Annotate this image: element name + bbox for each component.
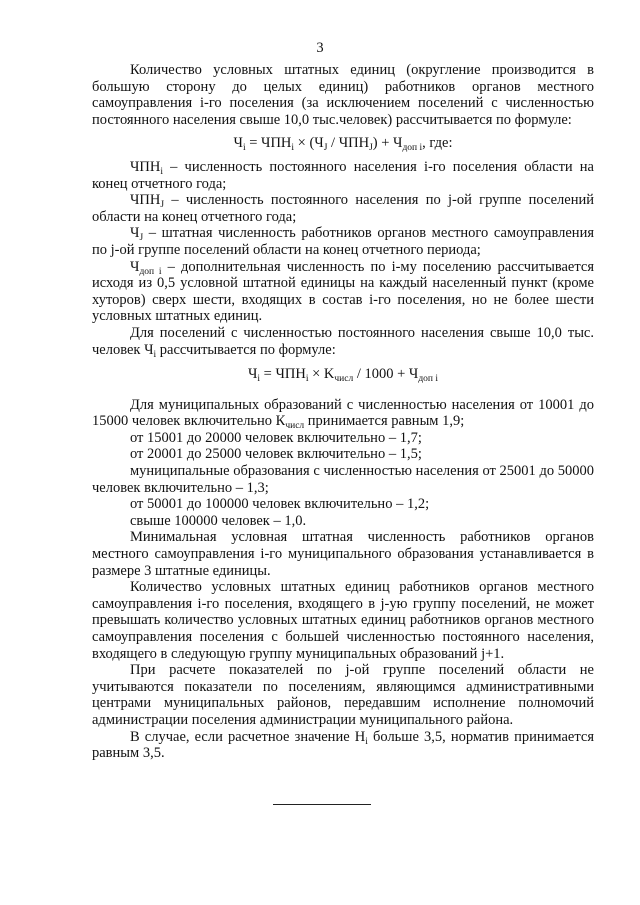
coefficient-1-text-b: принимается равным 1,9;	[304, 413, 465, 430]
large-settlements-text-a: Для поселений с численностью постоянного населения свыше 10,0 тыс. человек Ч	[92, 324, 594, 358]
document-body	[92, 62, 594, 762]
formula-1-t4-sub: доп i	[402, 143, 423, 154]
formula-2-lhs-sub: i	[257, 374, 261, 385]
formula-1-t3-sub: J	[369, 143, 373, 154]
definition-ch-j	[92, 225, 594, 258]
formula-1-mid: × (Ч	[294, 135, 324, 152]
definition-3-sub: J	[139, 233, 144, 244]
definition-4-term: Ч	[130, 258, 140, 275]
definition-1-term: ЧПН	[130, 158, 161, 175]
formula-1-lhs: Ч	[233, 135, 243, 152]
rule-4-sub: i	[365, 736, 368, 747]
formula-2-t2-sub: числ	[334, 374, 354, 385]
definition-chpn-j	[92, 192, 594, 225]
formula-small-settlements	[92, 135, 594, 152]
coefficient-25001-50000: муниципальные образования с численностью населения от 25001 до 50000 человек включительно – 1,3;	[92, 463, 594, 496]
coefficient-20001-25000: от 20001 до 25000 человек включительно – 1,5;	[130, 446, 422, 463]
formula-1-t1-sub: i	[291, 143, 295, 154]
page-number: 3	[316, 40, 324, 56]
definition-4-text: – дополнительная численность по i-му поселению рассчитывается исходя из 0,5 условной штатной единицы на каждый населенный пункт (кроме хуторов) сверх шести, входящих в состав i-го поселения, но не более шести условных штатных единиц.	[92, 258, 594, 325]
rule-4-text-a: В случае, если расчетное значение Н	[130, 728, 366, 745]
formula-large-settlements	[92, 366, 594, 383]
definition-3-term: Ч	[130, 225, 140, 242]
definition-1-sub: i	[160, 166, 164, 177]
formula-2-t3-sub: доп i	[418, 374, 439, 385]
coefficient-50001-100000: от 50001 до 100000 человек включительно – 1,2;	[130, 496, 430, 513]
definition-2-sub: J	[160, 200, 165, 211]
rule-group-limit: Количество условных штатных единиц работников органов местного самоуправления i-го поселения, входящего в j-ую группу поселений, не может превышать количество условных штатных единиц работников органов местного самоуправления поселения с большей численностью постоянного населения, входящего в следующую группу муниципальных образований j+1.	[92, 579, 594, 662]
formula-2-t1-sub: i	[305, 374, 309, 385]
formula-2-mid2: / 1000 + Ч	[353, 366, 419, 383]
coefficient-15001-20000: от 15001 до 20000 человек включительно – 1,7;	[130, 429, 422, 446]
large-settlements-text-b: рассчитывается по формуле:	[156, 341, 336, 358]
formula-1-mid3: ) + Ч	[372, 135, 403, 152]
formula-2-eq: = ЧПН	[260, 366, 306, 383]
formula-1-mid2: / ЧПН	[327, 135, 370, 152]
formula-2-lhs: Ч	[247, 366, 258, 383]
coefficient-over-100000: свыше 100000 человек – 1,0.	[130, 512, 307, 529]
definition-4-sub: доп i	[139, 266, 162, 277]
formula-1-t2-sub: J	[323, 143, 328, 154]
formula-2-mid: × K	[308, 366, 335, 383]
rule-4-text-b: больше 3,5, норматив принимается равным 3,5.	[92, 728, 594, 762]
rule-minimum-staff: Минимальная условная штатная численность работников органов местного самоуправления i-го муниципального образования устанавливается в размере 3 штатные единицы.	[92, 529, 594, 579]
definition-3-text: – штатная численность работников органов местного самоуправления по j-ой группе поселений области на конец отчетного периода;	[92, 225, 594, 258]
definition-2-text: – численность постоянного населения по j-ой группе поселений области на конец отчетного года;	[92, 192, 594, 225]
coefficient-1-text-a: Для муниципальных образований с численностью населения от 10001 до 15000 человек включительно К	[92, 396, 594, 430]
definition-1-text: – численность постоянного населения i-го поселения области на конец отчетного года;	[92, 158, 594, 192]
large-settlements-sub: i	[153, 349, 157, 360]
large-settlements-paragraph	[92, 325, 594, 358]
formula-1-eq: = ЧПН	[245, 135, 292, 152]
definition-2-term: ЧПН	[130, 192, 161, 209]
definition-chpn-i	[92, 159, 594, 192]
rule-normative-cap	[92, 729, 594, 762]
definition-ch-dop	[92, 259, 594, 325]
intro-paragraph: Количество условных штатных единиц (округление производится в большую сторону до целых единиц) работников органов местного самоуправления i-го поселения (за исключением поселений с численностью постоянного населения свыше 10,0 тыс.человек) рассчитывается по формуле:	[92, 62, 594, 128]
formula-1-lhs-sub: i	[242, 143, 246, 154]
footer-divider	[273, 804, 371, 805]
coefficient-1-sub: числ	[285, 421, 305, 432]
rule-admin-centers: При расчете показателей по j-ой группе поселений области не учитываются показатели по поселениям, являющимся административными центрами муниципальных районов, передавшим исполнение полномочий администрации поселения администрации муниципального района.	[92, 662, 594, 728]
formula-1-tail: , где:	[422, 135, 453, 152]
coefficient-10001-15000	[92, 397, 594, 430]
